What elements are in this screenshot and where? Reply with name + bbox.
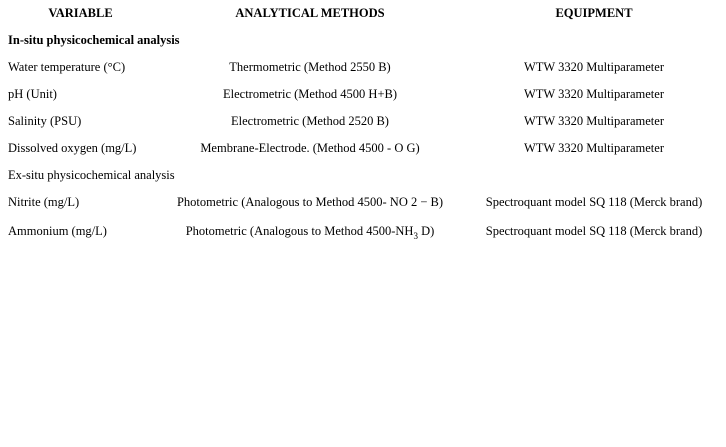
variable-cell: Nitrite (mg/L) (8, 195, 80, 209)
table-row (0, 216, 726, 248)
table-row (0, 54, 726, 81)
table-row (0, 81, 726, 108)
section-title: Ex-situ physicochemical analysis (8, 168, 175, 182)
method-cell: Photometric (Analogous to Method 4500- NO 2 − B) (176, 195, 444, 209)
section-heading-ex-situ (0, 162, 726, 189)
header-equipment: EQUIPMENT (555, 6, 633, 20)
equipment-cell: WTW 3320 Multiparameter (523, 141, 664, 155)
variable-cell: Ammonium (mg/L) (8, 224, 107, 238)
variable-cell: pH (Unit) (8, 87, 57, 101)
equipment-cell: Spectroquant model SQ 118 (Merck brand) (485, 195, 703, 209)
subscript-3: 3 (413, 231, 418, 241)
method-cell (155, 216, 465, 248)
table-row (0, 189, 726, 216)
method-cell: Membrane-Electrode. (Method 4500 - O G) (200, 141, 420, 155)
equipment-cell: WTW 3320 Multiparameter (523, 60, 664, 74)
table-row (0, 108, 726, 135)
equipment-cell: WTW 3320 Multiparameter (523, 114, 664, 128)
header-variable: VARIABLE (48, 6, 113, 20)
method-cell: Electrometric (Method 2520 B) (231, 114, 389, 128)
equipment-cell: WTW 3320 Multiparameter (523, 87, 664, 101)
variable-cell: Dissolved oxygen (mg/L) (8, 141, 137, 155)
section-heading-in-situ (0, 27, 726, 54)
table-row (0, 135, 726, 162)
header-analytical-methods: ANALYTICAL METHODS (235, 6, 385, 20)
variable-cell: Water temperature (°C) (8, 60, 126, 74)
equipment-cell: Spectroquant model SQ 118 (Merck brand) (485, 224, 703, 238)
section-title: In-situ physicochemical analysis (8, 33, 180, 47)
variable-cell: Salinity (PSU) (8, 114, 82, 128)
method-cell: Thermometric (Method 2550 B) (229, 60, 391, 74)
method-text-end: D) (417, 224, 435, 238)
method-text: Photometric (Analogous to Method 4500-NH (185, 224, 414, 238)
table-header-row (0, 0, 726, 27)
method-cell: Electrometric (Method 4500 H+B) (222, 87, 398, 101)
